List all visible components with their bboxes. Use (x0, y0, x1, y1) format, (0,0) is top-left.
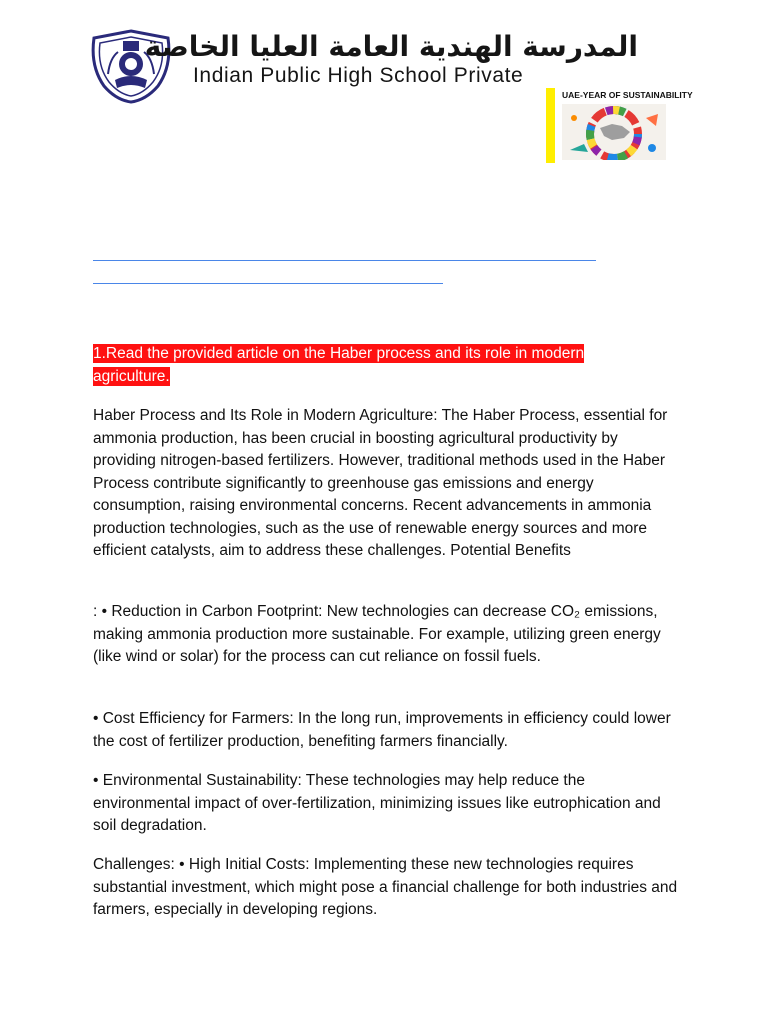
article-paragraph: • Cost Efficiency for Farmers: In the long run, improvements in efficiency could lower the cost of fertilizer production, benefiting farmers financially. (93, 710, 671, 750)
article-paragraph: : • Reduction in Carbon Footprint: New technologies can decrease CO₂ emissions, making ammonia production more sustainable. For example, utilizing green energy (like wind or solar) for the process can cut reliance on fossil fuels. (93, 603, 661, 665)
question-text: 1.Read the provided article on the Haber process and its role in modern agriculture. (93, 345, 585, 385)
school-name-english: Indian Public High School Private (193, 64, 524, 87)
article-paragraph: • Environmental Sustainability: These technologies may help reduce the environmental impact of over-fertilization, minimizing issues like eutrophication and soil degradation. (93, 772, 661, 834)
article-paragraph: Challenges: • High Initial Costs: Implementing these new technologies requires substantial investment, which might pose a financial challenge for both industries and farmers, especially in developing regions. (93, 856, 678, 918)
article-paragraph: Haber Process and Its Role in Modern Agriculture: The Haber Process, essential for ammonia production, has been crucial in boosting agricultural productivity by providing nitrogen-based fertilizers. However, traditional methods used in the Haber Process contribute significantly to greenhouse gas emissions and energy consumption, raising environmental concerns. Recent advancements in ammonia production technologies, such as the use of renewable energy sources and more efficient catalysts, aim to address these challenges. Potential Benefits (93, 407, 668, 559)
sustainability-label: UAE-YEAR OF SUSTAINABILITY (562, 90, 693, 100)
uae-sustainability-badge-icon (562, 104, 666, 160)
school-name-arabic: المدرسة الهندية العامة العليا الخاصة (144, 30, 638, 63)
answer-line-1 (93, 260, 596, 261)
accent-bar (546, 88, 555, 163)
question-prompt (93, 343, 633, 388)
answer-line-2 (93, 283, 443, 284)
